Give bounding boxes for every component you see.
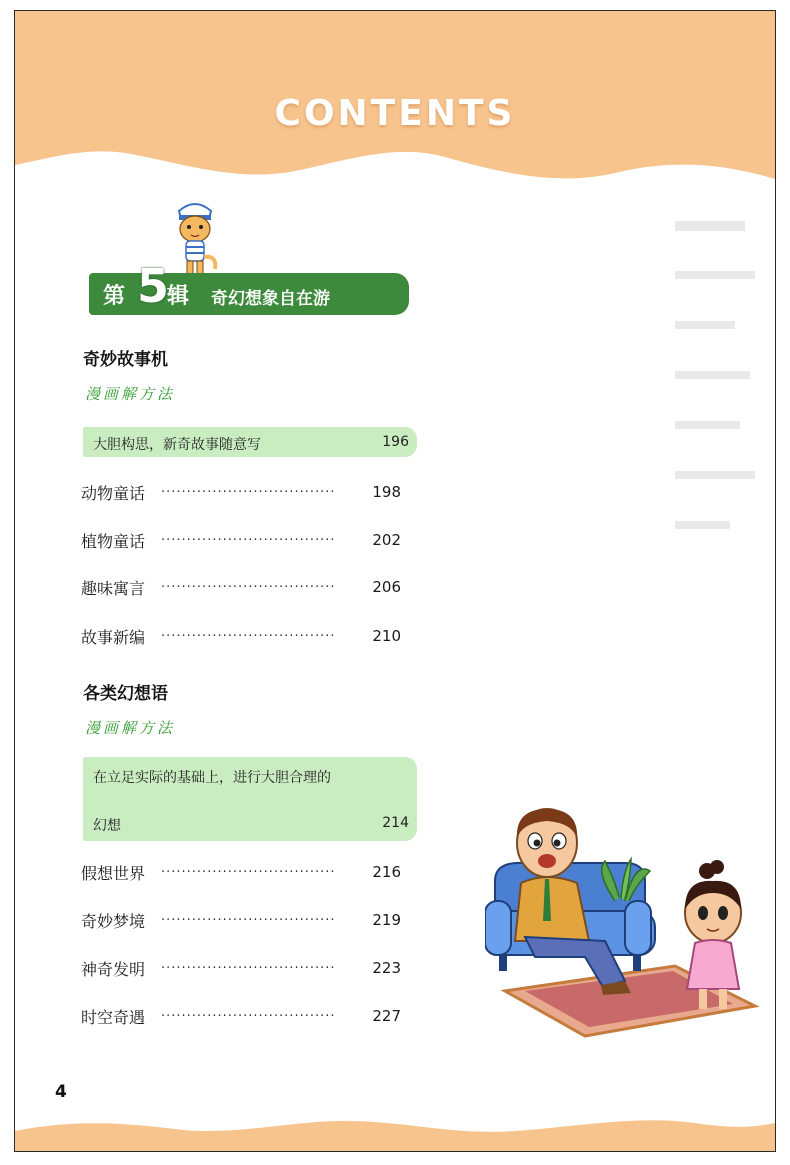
toc-page: 206 bbox=[372, 578, 401, 596]
faint-background-pattern bbox=[675, 221, 765, 621]
toc-item[interactable] bbox=[81, 861, 415, 885]
toc-label: 奇妙梦境 bbox=[81, 912, 146, 931]
chapter-prefix: 第 bbox=[103, 284, 126, 309]
toc-label: 动物童话 bbox=[81, 484, 146, 503]
toc-dots: ·································· bbox=[161, 913, 336, 928]
toc-item[interactable] bbox=[81, 481, 415, 505]
section-title: 各类幻想语 bbox=[83, 684, 168, 704]
toc-page: 216 bbox=[372, 863, 401, 881]
chapter-banner[interactable] bbox=[89, 259, 409, 315]
highlight-text: 幻想 bbox=[93, 818, 121, 834]
toc-label: 假想世界 bbox=[81, 864, 146, 883]
toc-page: 202 bbox=[372, 531, 401, 549]
method-label: 漫画解方法 bbox=[85, 385, 176, 403]
cat-mascot-icon bbox=[165, 197, 225, 281]
toc-dots: ·································· bbox=[161, 485, 336, 500]
toc-label: 趣味寓言 bbox=[81, 579, 146, 598]
highlight-page: 196 bbox=[382, 434, 409, 450]
toc-item[interactable] bbox=[81, 1005, 415, 1029]
page-number: 4 bbox=[55, 1082, 67, 1102]
father-daughter-illustration bbox=[485, 801, 765, 1041]
toc-item[interactable] bbox=[81, 957, 415, 981]
highlight-entry[interactable] bbox=[83, 757, 417, 841]
toc-label: 植物童话 bbox=[81, 532, 146, 551]
toc-dots: ·································· bbox=[161, 580, 336, 595]
toc-item[interactable] bbox=[81, 909, 415, 933]
toc-label: 时空奇遇 bbox=[81, 1008, 146, 1027]
toc-dots: ·································· bbox=[161, 961, 336, 976]
chapter-number: 5 bbox=[137, 259, 170, 313]
section-title: 奇妙故事机 bbox=[83, 350, 168, 370]
highlight-text: 大胆构思，新奇故事随意写 bbox=[93, 437, 261, 453]
highlight-page: 214 bbox=[382, 815, 409, 831]
chapter-title: 奇幻想象自在游 bbox=[211, 289, 330, 309]
page bbox=[14, 10, 776, 1152]
toc-page: 210 bbox=[372, 627, 401, 645]
method-label: 漫画解方法 bbox=[85, 719, 176, 737]
toc-dots: ·································· bbox=[161, 865, 336, 880]
toc-page: 219 bbox=[372, 911, 401, 929]
toc-page: 198 bbox=[372, 483, 401, 501]
chapter-suffix: 辑 bbox=[167, 284, 190, 309]
toc-item[interactable] bbox=[81, 625, 415, 649]
toc-item[interactable] bbox=[81, 529, 415, 553]
toc-label: 神奇发明 bbox=[81, 960, 146, 979]
toc-item[interactable] bbox=[81, 576, 415, 600]
toc-dots: ·································· bbox=[161, 629, 336, 644]
toc-label: 故事新编 bbox=[81, 628, 146, 647]
highlight-text: 在立足实际的基础上，进行大胆合理的 bbox=[93, 770, 331, 786]
page-title: CONTENTS bbox=[274, 93, 516, 134]
toc-dots: ·································· bbox=[161, 533, 336, 548]
toc-dots: ·································· bbox=[161, 1009, 336, 1024]
toc-page: 227 bbox=[372, 1007, 401, 1025]
toc-page: 223 bbox=[372, 959, 401, 977]
footer-wave bbox=[15, 1101, 775, 1151]
highlight-entry[interactable] bbox=[83, 427, 417, 457]
